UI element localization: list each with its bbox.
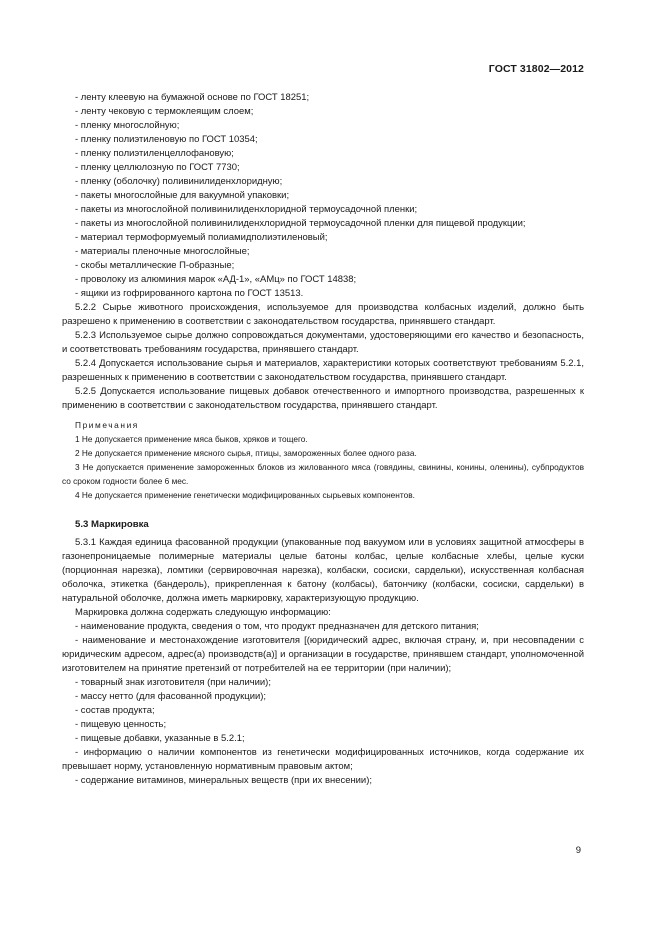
list-item: - ленту чековую с термоклеящим слоем; bbox=[75, 106, 254, 117]
list-item: - материал термоформуемый полиамидполиэтиленовый; bbox=[75, 232, 328, 243]
notes-title: Примечания bbox=[75, 420, 139, 430]
list-item: - пленку полиэтиленцеллофановую; bbox=[75, 148, 234, 159]
section-heading-5-3: 5.3 Маркировка bbox=[75, 519, 149, 530]
list-item: - пакеты из многослойной поливинилиденхлоридной термоусадочной пленки для пищевой продукции; bbox=[75, 218, 526, 229]
list-item: - информацию о наличии компонентов из генетически модифицированных источников, когда содержание их превышает норму, установленную нормативным правовым актом; bbox=[62, 747, 584, 772]
list-item: - содержание витаминов, минеральных веществ (при их внесении); bbox=[75, 775, 372, 786]
list-item: - пищевые добавки, указанные в 5.2.1; bbox=[75, 733, 245, 744]
list-item: - массу нетто (для фасованной продукции); bbox=[75, 691, 267, 702]
standard-code-header: ГОСТ 31802—2012 bbox=[488, 63, 584, 75]
materials-list bbox=[62, 91, 584, 301]
list-item: - проволоку из алюминия марок «АД-1», «АМц» по ГОСТ 14838; bbox=[75, 274, 357, 285]
list-item: - состав продукта; bbox=[75, 705, 155, 716]
list-item: - пленку полиэтиленовую по ГОСТ 10354; bbox=[75, 134, 258, 145]
note-item: 1 Не допускается применение мяса быков, хряков и тощего. bbox=[75, 434, 308, 444]
list-item: - наименование и местонахождение изготовителя [(юридический адрес, включая страну, и, при несовпадении с юридическим адресом, адрес(а) производств(а)] и организации в государстве, принявшем стандарт, уполномоченной изготовителем на принятие претензий от потребителей на ее территории (при наличии); bbox=[62, 635, 584, 674]
list-item: - ящики из гофрированного картона по ГОСТ 13513. bbox=[75, 288, 304, 299]
list-item: - наименование продукта, сведения о том, что продукт предназначен для детского питания; bbox=[75, 621, 479, 632]
note-item: 4 Не допускается применение генетически модифицированных сырьевых компонентов. bbox=[75, 490, 415, 500]
paragraph-5-2-3: 5.2.3 Используемое сырье должно сопровождаться документами, удостоверяющими его качество и безопасность, и соответствовать требованиям государства, принявшего стандарт. bbox=[62, 330, 584, 355]
list-item: - товарный знак изготовителя (при наличии); bbox=[75, 677, 271, 688]
paragraph-5-2-4: 5.2.4 Допускается использование сырья и материалов, характеристики которых соответствуют требованиям 5.2.1, разрешенных к применению в соответствии с законодательством государства, принявшего стандарт. bbox=[62, 358, 584, 383]
note-item: 2 Не допускается применение мясного сырья, птицы, замороженных более одного раза. bbox=[75, 448, 417, 458]
list-item: - пленку многослойную; bbox=[75, 120, 180, 131]
marking-list bbox=[62, 620, 584, 788]
list-item: - ленту клеевую на бумажной основе по ГОСТ 18251; bbox=[75, 92, 310, 103]
list-item: - пакеты из многослойной поливинилиденхлоридной термоусадочной пленки; bbox=[75, 204, 418, 215]
page-content bbox=[62, 91, 584, 788]
paragraph-5-3-1: 5.3.1 Каждая единица фасованной продукции (упакованные под вакуумом или в условиях защитной атмосферы в газонепроницаемые полимерные материалы целые батоны колбас, целые колбасные хлебы, целые куски (порционная нарезка), ломтики (сервировочная нарезка), колбаски, сосиски, сардельки), искусственная колбасная оболочка, этикетка (бандероль), прикрепленная к батону (колбасы), батончику (колбаски, сосиски, сардельки) в натуральной оболочке, должна иметь маркировку, характеризующую продукцию. bbox=[62, 537, 584, 604]
marking-intro: Маркировка должна содержать следующую информацию: bbox=[75, 607, 331, 618]
list-item: - пленку целлюлозную по ГОСТ 7730; bbox=[75, 162, 240, 173]
list-item: - пленку (оболочку) поливинилиденхлоридную; bbox=[75, 176, 283, 187]
list-item: - пакеты многослойные для вакуумной упаковки; bbox=[75, 190, 290, 201]
paragraph-5-2-2: 5.2.2 Сырье животного происхождения, используемое для производства колбасных изделий, должно быть разрешено к применению в соответствии с законодательством государства, принявшего стандарт. bbox=[62, 302, 584, 327]
notes-block bbox=[62, 418, 584, 502]
page-number: 9 bbox=[575, 845, 581, 856]
list-item: - материалы пленочные многослойные; bbox=[75, 246, 250, 257]
paragraph-5-2-5: 5.2.5 Допускается использование пищевых добавок отечественного и импортного производства, разрешенных к применению в соответствии с законодательством государства, принявшего стандарт. bbox=[62, 386, 584, 411]
list-item: - пищевую ценность; bbox=[75, 719, 167, 730]
list-item: - скобы металлические П-образные; bbox=[75, 260, 235, 271]
note-item: 3 Не допускается применение замороженных блоков из жилованного мяса (говядины, свинины, конины, оленины), субпродуктов со сроком годности более 6 мес. bbox=[62, 462, 584, 486]
